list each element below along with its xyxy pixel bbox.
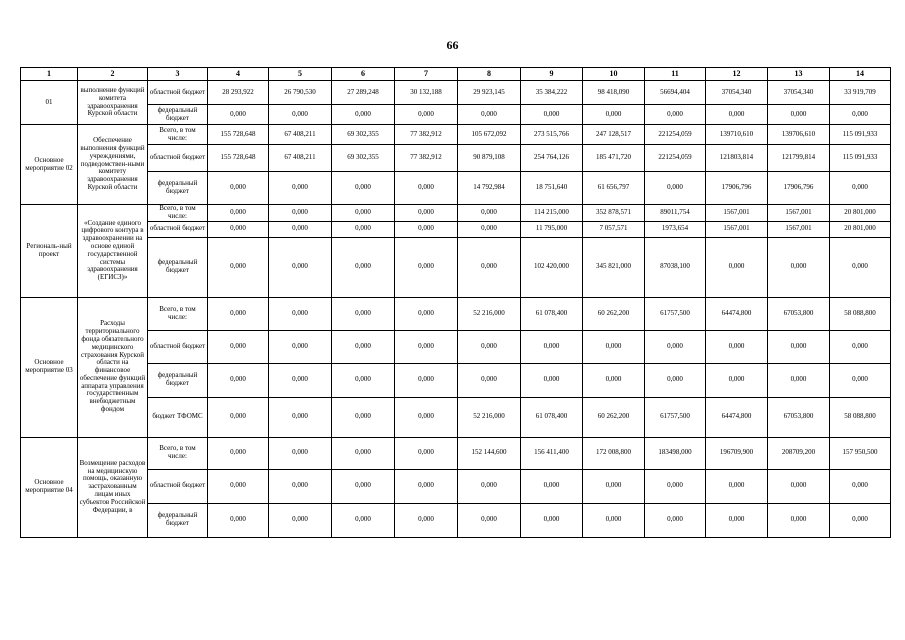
amount-cell: 0,000 [458, 105, 521, 125]
header-cell: 5 [269, 68, 332, 81]
amount-cell: 0,000 [395, 205, 458, 222]
amount-cell: 0,000 [521, 503, 583, 537]
amount-cell: 0,000 [208, 105, 269, 125]
amount-cell: 0,000 [395, 397, 458, 437]
amount-cell: 0,000 [645, 330, 706, 363]
table-row [21, 172, 891, 205]
funding-source-cell: Всего, в том числе: [148, 125, 208, 145]
amount-cell: 77 382,912 [395, 145, 458, 172]
amount-cell: 30 132,188 [395, 81, 458, 105]
amount-cell: 0,000 [269, 330, 332, 363]
amount-cell: 121803,814 [706, 145, 768, 172]
amount-cell: 0,000 [458, 221, 521, 237]
amount-cell: 0,000 [332, 172, 395, 205]
amount-cell: 155 728,648 [208, 125, 269, 145]
amount-cell: 0,000 [208, 363, 269, 397]
amount-cell: 87038,100 [645, 237, 706, 297]
amount-cell: 0,000 [768, 330, 830, 363]
amount-cell: 345 821,000 [583, 237, 645, 297]
amount-cell: 61 078,400 [521, 297, 583, 330]
amount-cell: 20 801,000 [830, 205, 891, 222]
amount-cell: 1567,001 [768, 221, 830, 237]
amount-cell: 67 408,211 [269, 125, 332, 145]
amount-cell: 0,000 [208, 297, 269, 330]
amount-cell: 0,000 [332, 297, 395, 330]
amount-cell: 0,000 [458, 237, 521, 297]
amount-cell: 61 078,400 [521, 397, 583, 437]
amount-cell: 98 418,090 [583, 81, 645, 105]
amount-cell: 172 008,800 [583, 437, 645, 469]
amount-cell: 0,000 [706, 363, 768, 397]
amount-cell: 0,000 [395, 221, 458, 237]
amount-cell: 0,000 [395, 297, 458, 330]
amount-cell: 0,000 [208, 503, 269, 537]
amount-cell: 0,000 [458, 330, 521, 363]
amount-cell: 77 382,912 [395, 125, 458, 145]
amount-cell: 221254,059 [645, 125, 706, 145]
amount-cell: 208709,200 [768, 437, 830, 469]
amount-cell: 0,000 [208, 221, 269, 237]
amount-cell: 64474,800 [706, 397, 768, 437]
amount-cell: 0,000 [269, 503, 332, 537]
program-title-cell: Возмещение расходов на медицинскую помощь, оказанную застрахованным лицам иных субъектов Российской Федерации, в [78, 437, 148, 537]
amount-cell: 52 216,000 [458, 297, 521, 330]
amount-cell: 28 293,922 [208, 81, 269, 105]
amount-cell: 0,000 [332, 437, 395, 469]
amount-cell: 115 091,933 [830, 125, 891, 145]
amount-cell: 60 262,200 [583, 397, 645, 437]
amount-cell: 0,000 [458, 503, 521, 537]
amount-cell: 0,000 [645, 469, 706, 503]
funding-source-cell: Всего, в том числе: [148, 437, 208, 469]
amount-cell: 157 950,500 [830, 437, 891, 469]
amount-cell: 0,000 [645, 503, 706, 537]
amount-cell: 0,000 [269, 297, 332, 330]
table-row [21, 397, 891, 437]
amount-cell: 89011,754 [645, 205, 706, 222]
amount-cell: 0,000 [269, 363, 332, 397]
amount-cell: 0,000 [208, 437, 269, 469]
header-cell: 8 [458, 68, 521, 81]
amount-cell: 0,000 [395, 503, 458, 537]
table-row [21, 145, 891, 172]
amount-cell: 0,000 [830, 503, 891, 537]
page-number: 66 [446, 38, 459, 52]
amount-cell: 0,000 [583, 503, 645, 537]
program-code-cell: Региональ-ный проект [21, 205, 78, 298]
amount-cell: 0,000 [583, 469, 645, 503]
amount-cell: 121799,814 [768, 145, 830, 172]
amount-cell: 0,000 [458, 469, 521, 503]
amount-cell: 183498,000 [645, 437, 706, 469]
funding-source-cell: областной бюджет [148, 469, 208, 503]
amount-cell: 0,000 [645, 363, 706, 397]
amount-cell: 11 795,000 [521, 221, 583, 237]
amount-cell: 0,000 [583, 105, 645, 125]
amount-cell: 0,000 [521, 105, 583, 125]
amount-cell: 105 672,092 [458, 125, 521, 145]
amount-cell: 0,000 [706, 105, 768, 125]
program-code-cell: Основное мероприятие 04 [21, 437, 78, 537]
amount-cell: 114 215,000 [521, 205, 583, 222]
program-title-cell: «Создание единого цифрового контура в здравоохранении на основе единой государственной системы здравоохранения (ЕГИСЗ)» [78, 205, 148, 298]
amount-cell: 196709,900 [706, 437, 768, 469]
amount-cell: 352 878,571 [583, 205, 645, 222]
amount-cell: 0,000 [706, 237, 768, 297]
amount-cell: 0,000 [332, 397, 395, 437]
amount-cell: 0,000 [395, 105, 458, 125]
amount-cell: 0,000 [645, 172, 706, 205]
amount-cell: 37054,340 [706, 81, 768, 105]
header-cell: 12 [706, 68, 768, 81]
funding-source-cell: федеральный бюджет [148, 363, 208, 397]
funding-source-cell: Всего, в том числе: [148, 297, 208, 330]
amount-cell: 0,000 [706, 503, 768, 537]
funding-source-cell: федеральный бюджет [148, 105, 208, 125]
program-code-cell: Основное мероприятие 03 [21, 297, 78, 437]
amount-cell: 52 216,000 [458, 397, 521, 437]
table-row [21, 363, 891, 397]
table-row [21, 503, 891, 537]
amount-cell: 1567,001 [706, 205, 768, 222]
amount-cell: 61 656,797 [583, 172, 645, 205]
amount-cell: 221254,059 [645, 145, 706, 172]
amount-cell: 67053,800 [768, 297, 830, 330]
header-cell: 3 [148, 68, 208, 81]
amount-cell: 0,000 [830, 237, 891, 297]
amount-cell: 0,000 [395, 330, 458, 363]
header-row [21, 68, 891, 81]
header-cell: 4 [208, 68, 269, 81]
amount-cell: 0,000 [332, 237, 395, 297]
amount-cell: 61757,500 [645, 397, 706, 437]
table-row [21, 330, 891, 363]
amount-cell: 0,000 [395, 437, 458, 469]
table-row [21, 469, 891, 503]
amount-cell: 14 792,984 [458, 172, 521, 205]
amount-cell: 102 420,000 [521, 237, 583, 297]
amount-cell: 0,000 [332, 503, 395, 537]
amount-cell: 0,000 [332, 363, 395, 397]
funding-source-cell: федеральный бюджет [148, 172, 208, 205]
amount-cell: 17906,796 [768, 172, 830, 205]
amount-cell: 0,000 [830, 172, 891, 205]
amount-cell: 0,000 [269, 397, 332, 437]
header-cell: 1 [21, 68, 78, 81]
table-row [21, 81, 891, 105]
amount-cell: 0,000 [208, 469, 269, 503]
amount-cell: 0,000 [521, 469, 583, 503]
amount-cell: 67053,800 [768, 397, 830, 437]
amount-cell: 1567,001 [768, 205, 830, 222]
program-title-cell: выполнение функций комитета здравоохранения Курской области [78, 81, 148, 125]
amount-cell: 0,000 [768, 363, 830, 397]
table-row [21, 125, 891, 145]
program-title-cell: Обеспечение выполнения функций учреждениями, подведомствен-ными комитету здравоохранения Курской области [78, 125, 148, 205]
amount-cell: 1973,654 [645, 221, 706, 237]
amount-cell: 58 088,800 [830, 397, 891, 437]
amount-cell: 0,000 [830, 469, 891, 503]
header-cell: 7 [395, 68, 458, 81]
amount-cell: 115 091,933 [830, 145, 891, 172]
header-cell: 9 [521, 68, 583, 81]
amount-cell: 90 879,108 [458, 145, 521, 172]
header-cell: 10 [583, 68, 645, 81]
amount-cell: 0,000 [208, 397, 269, 437]
amount-cell: 26 790,530 [269, 81, 332, 105]
funding-source-cell: областной бюджет [148, 330, 208, 363]
amount-cell: 58 088,800 [830, 297, 891, 330]
amount-cell: 0,000 [332, 205, 395, 222]
funding-source-cell: областной бюджет [148, 145, 208, 172]
funding-source-cell: федеральный бюджет [148, 237, 208, 297]
header-cell: 2 [78, 68, 148, 81]
amount-cell: 61757,500 [645, 297, 706, 330]
amount-cell: 152 144,600 [458, 437, 521, 469]
amount-cell: 17906,796 [706, 172, 768, 205]
program-code-cell: Основное мероприятие 02 [21, 125, 78, 205]
program-code-cell: 01 [21, 81, 78, 125]
funding-source-cell: федеральный бюджет [148, 503, 208, 537]
amount-cell: 0,000 [208, 330, 269, 363]
amount-cell: 0,000 [830, 105, 891, 125]
amount-cell: 0,000 [458, 363, 521, 397]
amount-cell: 27 289,248 [332, 81, 395, 105]
amount-cell: 0,000 [269, 237, 332, 297]
amount-cell: 0,000 [521, 363, 583, 397]
amount-cell: 0,000 [830, 330, 891, 363]
header-cell: 13 [768, 68, 830, 81]
amount-cell: 0,000 [208, 205, 269, 222]
amount-cell: 139710,610 [706, 125, 768, 145]
header-cell: 14 [830, 68, 891, 81]
header-cell: 11 [645, 68, 706, 81]
amount-cell: 156 411,400 [521, 437, 583, 469]
table-row [21, 221, 891, 237]
table-row [21, 437, 891, 469]
header-cell: 6 [332, 68, 395, 81]
amount-cell: 0,000 [521, 330, 583, 363]
amount-cell: 0,000 [208, 237, 269, 297]
amount-cell: 155 728,648 [208, 145, 269, 172]
funding-source-cell: областной бюджет [148, 81, 208, 105]
amount-cell: 254 764,126 [521, 145, 583, 172]
amount-cell: 60 262,200 [583, 297, 645, 330]
amount-cell: 0,000 [395, 172, 458, 205]
amount-cell: 0,000 [768, 105, 830, 125]
amount-cell: 0,000 [768, 237, 830, 297]
amount-cell: 0,000 [269, 221, 332, 237]
amount-cell: 0,000 [706, 469, 768, 503]
amount-cell: 67 408,211 [269, 145, 332, 172]
amount-cell: 0,000 [269, 469, 332, 503]
amount-cell: 64474,800 [706, 297, 768, 330]
amount-cell: 0,000 [269, 437, 332, 469]
amount-cell: 37054,340 [768, 81, 830, 105]
amount-cell: 0,000 [768, 469, 830, 503]
amount-cell: 0,000 [706, 330, 768, 363]
amount-cell: 247 128,517 [583, 125, 645, 145]
amount-cell: 0,000 [645, 105, 706, 125]
amount-cell: 139706,610 [768, 125, 830, 145]
amount-cell: 0,000 [332, 330, 395, 363]
amount-cell: 273 515,766 [521, 125, 583, 145]
table-row [21, 205, 891, 222]
budget-table [20, 67, 891, 538]
amount-cell: 33 919,709 [830, 81, 891, 105]
amount-cell: 0,000 [332, 469, 395, 503]
amount-cell: 1567,001 [706, 221, 768, 237]
amount-cell: 0,000 [269, 172, 332, 205]
table-row [21, 105, 891, 125]
amount-cell: 0,000 [332, 105, 395, 125]
amount-cell: 0,000 [395, 237, 458, 297]
funding-source-cell: Всего, в том числе: [148, 205, 208, 222]
amount-cell: 69 302,355 [332, 145, 395, 172]
amount-cell: 185 471,720 [583, 145, 645, 172]
amount-cell: 18 751,640 [521, 172, 583, 205]
funding-source-cell: областной бюджет [148, 221, 208, 237]
amount-cell: 0,000 [332, 221, 395, 237]
amount-cell: 69 302,355 [332, 125, 395, 145]
amount-cell: 0,000 [458, 205, 521, 222]
amount-cell: 0,000 [583, 330, 645, 363]
amount-cell: 0,000 [395, 363, 458, 397]
amount-cell: 0,000 [583, 363, 645, 397]
program-title-cell: Расходы территориального фонда обязательного медицинского страхования Курской области на финансовое обеспечение функций аппарата управления государственным внебюджетным фондом [78, 297, 148, 437]
funding-source-cell: бюджет ТФОМС [148, 397, 208, 437]
amount-cell: 0,000 [768, 503, 830, 537]
amount-cell: 35 384,222 [521, 81, 583, 105]
table-row [21, 297, 891, 330]
amount-cell: 0,000 [830, 363, 891, 397]
amount-cell: 20 801,000 [830, 221, 891, 237]
amount-cell: 7 057,571 [583, 221, 645, 237]
amount-cell: 0,000 [208, 172, 269, 205]
amount-cell: 0,000 [395, 469, 458, 503]
table-row [21, 237, 891, 297]
amount-cell: 0,000 [269, 205, 332, 222]
amount-cell: 29 923,145 [458, 81, 521, 105]
amount-cell: 0,000 [269, 105, 332, 125]
amount-cell: 56694,404 [645, 81, 706, 105]
